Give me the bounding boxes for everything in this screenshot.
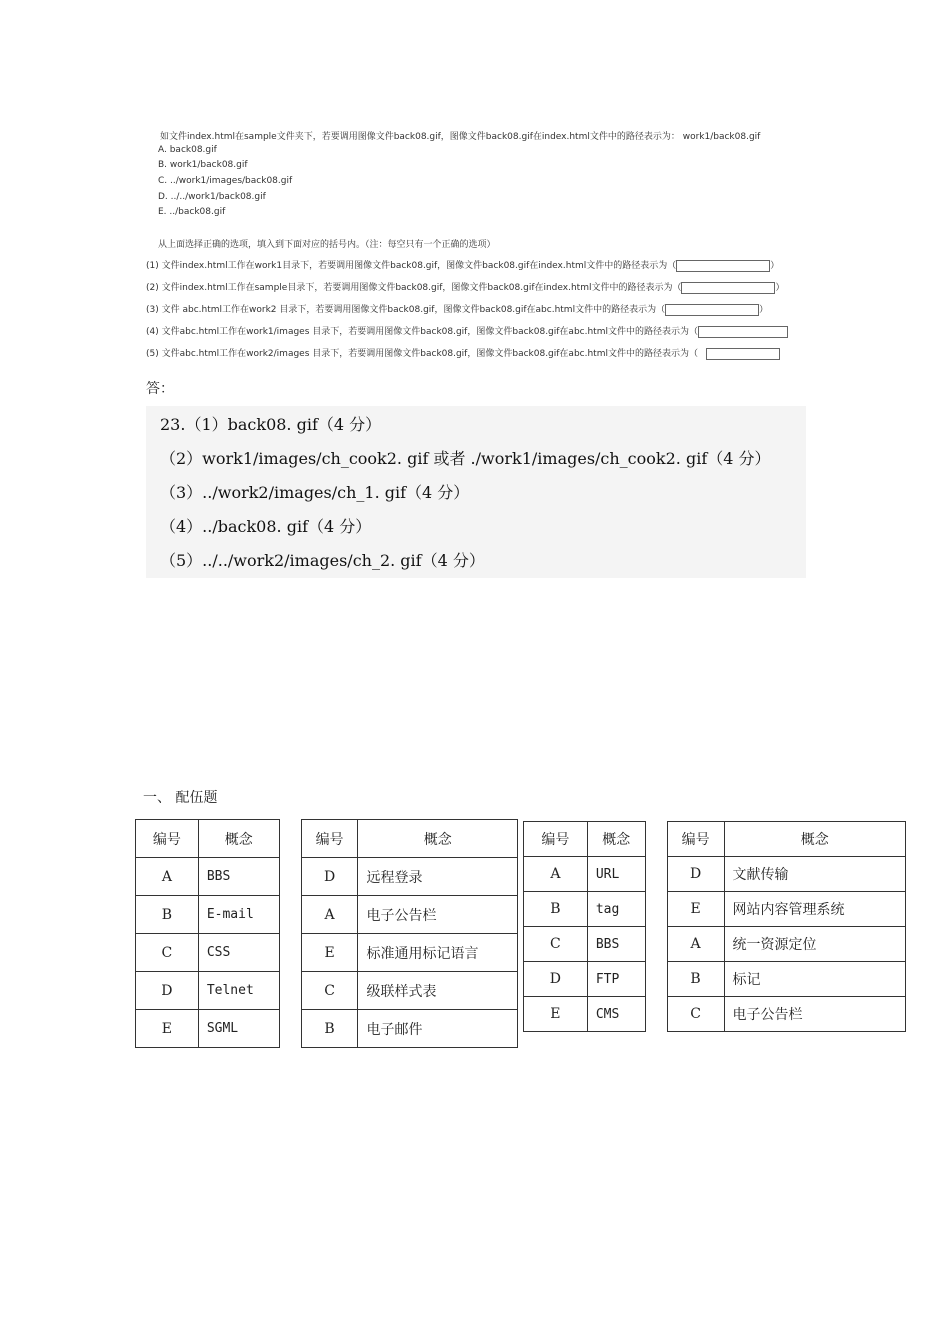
table-cell: 标准通用标记语言 — [358, 934, 518, 972]
answer-line-1: 23.（1）back08. gif（4 分） — [160, 415, 382, 434]
table-cell: 电子邮件 — [358, 1010, 518, 1048]
option-a: A. back08.gif — [158, 145, 217, 155]
column-gap — [645, 857, 667, 892]
table-row — [136, 896, 518, 934]
table-cell: B — [301, 1010, 358, 1048]
table-cell: URL — [587, 857, 645, 892]
table-cell: tag — [587, 892, 645, 927]
table-cell: CMS — [587, 997, 645, 1032]
answer-line-4: （4）../back08. gif（4 分） — [160, 517, 372, 536]
table-cell: 标记 — [724, 962, 906, 997]
section-title: 一、 配伍题 — [143, 790, 218, 806]
table-header-row — [136, 820, 518, 858]
subquestion-1 — [146, 258, 779, 272]
header-cell: 编号 — [667, 822, 724, 857]
table-cell: D — [524, 962, 588, 997]
table-cell: CSS — [198, 934, 279, 972]
table-cell: A — [524, 857, 588, 892]
matching-table-1 — [135, 819, 518, 1048]
option-b: B. work1/back08.gif — [158, 160, 248, 170]
table-row — [524, 857, 906, 892]
table-cell: C — [136, 934, 199, 972]
column-gap — [279, 858, 301, 896]
table-cell: C — [301, 972, 358, 1010]
table-cell: 统一资源定位 — [724, 927, 906, 962]
table-row — [524, 927, 906, 962]
table-cell: D — [136, 972, 199, 1010]
column-gap — [279, 820, 301, 858]
table-cell: B — [524, 892, 588, 927]
header-cell: 编号 — [301, 820, 358, 858]
question-instruction: 从上面选择正确的选项，填入到下面对应的括号内。（注：每空只有一个正确的选项） — [158, 240, 496, 250]
subquestion-text: (3) 文件 abc.html工作在work2 目录下，若要调用图像文件back08.gif，图像文件back08.gif在abc.html文件中的路径表示为（ — [146, 305, 666, 315]
subquestion-text: (1) 文件index.html工作在work1目录下，若要调用图像文件back08.gif，图像文件back08.gif在index.html文件中的路径表示为（ — [146, 261, 677, 271]
answer-blank-5[interactable] — [706, 348, 780, 360]
column-gap — [645, 997, 667, 1032]
table-row — [136, 1010, 518, 1048]
column-gap — [279, 896, 301, 934]
option-e: E. ../back08.gif — [158, 207, 226, 217]
table-cell: A — [136, 858, 199, 896]
subquestion-close: ） — [759, 305, 769, 315]
table-cell: E-mail — [198, 896, 279, 934]
subquestion-4 — [146, 324, 788, 338]
subquestion-close: ） — [775, 283, 785, 293]
answer-label: 答： — [146, 381, 174, 397]
subquestion-text: (4) 文件abc.html工作在work1/images 目录下，若要调用图像文件back08.gif，图像文件back08.gif在abc.html文件中的路径表示为（ — [146, 327, 698, 337]
table-row — [136, 972, 518, 1010]
column-gap — [279, 1010, 301, 1048]
table-cell: SGML — [198, 1010, 279, 1048]
header-cell: 概念 — [358, 820, 518, 858]
table-cell: E — [524, 997, 588, 1032]
header-cell: 概念 — [724, 822, 906, 857]
subquestion-2 — [146, 280, 784, 294]
table-cell: 远程登录 — [358, 858, 518, 896]
table-cell: BBS — [587, 927, 645, 962]
table-cell: BBS — [198, 858, 279, 896]
header-cell: 编号 — [136, 820, 199, 858]
subquestion-close: ） — [770, 261, 780, 271]
answer-line-5: （5）../../work2/images/ch_2. gif（4 分） — [160, 551, 485, 570]
table-cell: 网站内容管理系统 — [724, 892, 906, 927]
header-cell: 概念 — [198, 820, 279, 858]
answer-line-2: （2）work1/images/ch_cook2. gif 或者 ./work1/images/ch_cook2. gif（4 分） — [160, 449, 771, 468]
column-gap — [279, 972, 301, 1010]
table-row — [136, 858, 518, 896]
answer-blank-3[interactable] — [665, 304, 759, 316]
table-cell: E — [667, 892, 724, 927]
table-cell: E — [136, 1010, 199, 1048]
table-row — [136, 934, 518, 972]
table-row — [524, 997, 906, 1032]
column-gap — [645, 822, 667, 857]
table-cell: E — [301, 934, 358, 972]
subquestion-5 — [146, 346, 780, 360]
table-row — [524, 962, 906, 997]
table-header-row — [524, 822, 906, 857]
column-gap — [645, 927, 667, 962]
question-intro: 如文件index.html在sample文件夹下，若要调用图像文件back08.gif，图像文件back08.gif在index.html文件中的路径表示为： work1/back08.gif — [160, 132, 761, 142]
table-cell: 电子公告栏 — [358, 896, 518, 934]
table-cell: 级联样式表 — [358, 972, 518, 1010]
answer-blank-4[interactable] — [698, 326, 788, 338]
table-cell: A — [667, 927, 724, 962]
table-cell: A — [301, 896, 358, 934]
column-gap — [645, 892, 667, 927]
subquestion-text: (5) 文件abc.html工作在work2/images 目录下，若要调用图像文件back08.gif，图像文件back08.gif在abc.html文件中的路径表示为（ — [146, 349, 698, 359]
matching-table-2 — [523, 821, 906, 1032]
subquestion-3 — [146, 302, 768, 316]
table-cell: D — [667, 857, 724, 892]
table-row — [524, 892, 906, 927]
subquestion-text: (2) 文件index.html工作在sample目录下，若要调用图像文件back08.gif，图像文件back08.gif在index.html文件中的路径表示为（ — [146, 283, 682, 293]
table-cell: 电子公告栏 — [724, 997, 906, 1032]
column-gap — [645, 962, 667, 997]
answer-line-3: （3）../work2/images/ch_1. gif（4 分） — [160, 483, 470, 502]
table-cell: C — [667, 997, 724, 1032]
answer-blank-2[interactable] — [681, 282, 775, 294]
header-cell: 概念 — [587, 822, 645, 857]
table-cell: D — [301, 858, 358, 896]
option-d: D. ../../work1/back08.gif — [158, 192, 266, 202]
column-gap — [279, 934, 301, 972]
answer-panel — [146, 406, 806, 578]
table-cell: FTP — [587, 962, 645, 997]
table-cell: B — [667, 962, 724, 997]
table-cell: C — [524, 927, 588, 962]
answer-blank-1[interactable] — [676, 260, 770, 272]
option-c: C. ../work1/images/back08.gif — [158, 176, 293, 186]
table-cell: Telnet — [198, 972, 279, 1010]
header-cell: 编号 — [524, 822, 588, 857]
table-cell: 文献传输 — [724, 857, 906, 892]
table-cell: B — [136, 896, 199, 934]
